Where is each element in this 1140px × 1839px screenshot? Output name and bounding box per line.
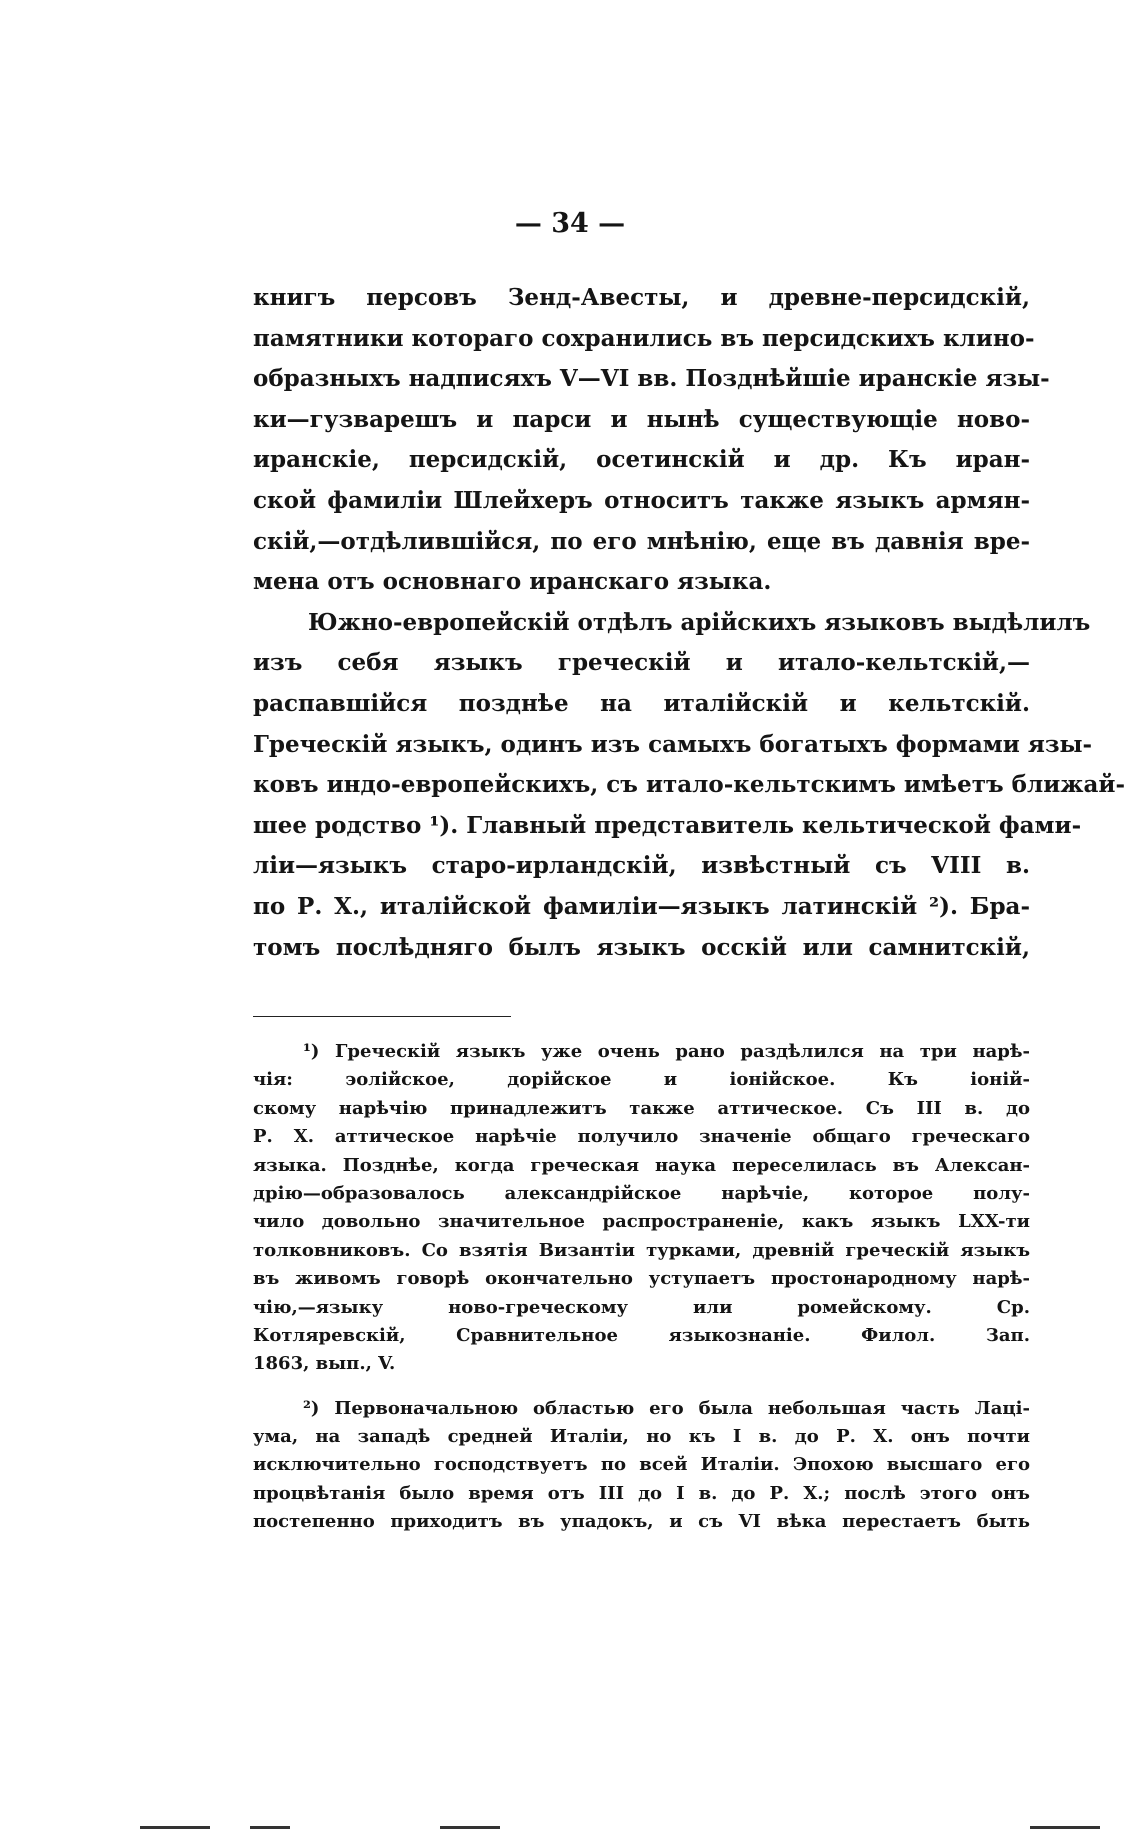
footnote-line: Р. X. аттическое нарѣчіе получило значеніе общаго греческаго: [253, 1126, 1030, 1148]
text-line: ковъ индо-европейскихъ, съ итало-кельтскимъ имѣетъ ближай-: [253, 771, 1125, 799]
text-line: ской фамиліи Шлейхеръ относитъ также языкъ армян-: [253, 486, 1030, 514]
text-line: по Р. X., италійской фамиліи—языкъ латинскій ²). Бра-: [253, 892, 1030, 920]
text-line: ліи—языкъ старо-ирландскій, извѣстный съ VIII в.: [253, 852, 1030, 880]
footnote-line: ума, на западѣ средней Италіи, но къ I в. до Р. X. онъ почти: [253, 1426, 1030, 1448]
text-line: ки—гузварешъ и парси и нынѣ существующіе ново-: [253, 405, 1030, 433]
page-bottom-edge: [140, 1826, 1100, 1831]
footnote-line: толковниковъ. Со взятія Византіи турками, древній греческій языкъ: [253, 1239, 1030, 1261]
footnote-line: процвѣтанія было время отъ III до I в. до Р. X.; послѣ этого онъ: [253, 1482, 1030, 1504]
footnote-line: дрію—образовалось александрійское нарѣчіе, которое полу-: [253, 1182, 1030, 1204]
footnote-line: чію,—языку ново-греческому или ромейскому. Ср.: [253, 1296, 1030, 1318]
text-line: Южно-европейскій отдѣлъ арійскихъ языковъ выдѣлилъ: [308, 608, 1091, 636]
footnote-line: чія: эолійское, дорійское и іонійское. Къ іоній-: [253, 1069, 1030, 1091]
footnote-line: скому нарѣчію принадлежитъ также аттическое. Съ III в. до: [253, 1097, 1030, 1119]
edge-mark: [1030, 1826, 1100, 1829]
footnote-line: чило довольно значительное распространеніе, какъ языкъ LXX-ти: [253, 1211, 1030, 1233]
footnote-line: ²) Первоначальною областью его была небольшая часть Лаці-: [303, 1397, 1030, 1419]
footnote-1: [253, 1038, 1030, 1379]
footnote-line: языка. Позднѣе, когда греческая наука переселилась въ Алексан-: [253, 1154, 1030, 1176]
footnote-2: [253, 1395, 1030, 1537]
text-line: мена отъ основнаго иранскаго языка.: [253, 568, 772, 596]
text-line: образныхъ надписяхъ V—VI вв. Позднѣйшіе иранскіе язы-: [253, 365, 1050, 393]
footnote-divider: [253, 1016, 511, 1017]
text-line: изъ себя языкъ греческій и итало-кельтскій,—: [253, 649, 1030, 677]
text-line: распавшійся позднѣе на италійскій и кельтскій.: [253, 689, 1030, 717]
page-number: — 34 —: [514, 208, 626, 239]
edge-mark: [440, 1826, 500, 1829]
footnote-line: исключительно господствуетъ по всей Италіи. Эпохою высшаго его: [253, 1454, 1030, 1476]
footnote-gap: [253, 1379, 1030, 1395]
footnotes: [253, 1038, 1030, 1537]
text-line: памятники котораго сохранились въ персидскихъ клино-: [253, 324, 1035, 352]
text-line: скій,—отдѣлившійся, по его мнѣнію, еще въ давнія вре-: [253, 527, 1030, 555]
footnote-line: въ живомъ говорѣ окончательно уступаетъ простонародному нарѣ-: [253, 1268, 1030, 1290]
main-text: [253, 278, 1125, 968]
text-line: шее родство ¹). Главный представитель кельтической фами-: [253, 811, 1082, 839]
edge-mark: [140, 1826, 210, 1829]
text-line: иранскіе, персидскій, осетинскій и др. Къ иран-: [253, 446, 1030, 474]
footnote-line: постепенно приходитъ въ упадокъ, и съ VI вѣка перестаетъ быть: [253, 1511, 1030, 1533]
text-line: томъ послѣдняго былъ языкъ осскій или самнитскій,: [253, 933, 1030, 961]
footnote-line: ¹) Греческій языкъ уже очень рано раздѣлился на три нарѣ-: [303, 1041, 1030, 1062]
text-line: книгъ персовъ Зенд-Авесты, и древне-персидскій,: [253, 284, 1030, 311]
footnote-line: 1863, вып., V.: [253, 1353, 396, 1375]
edge-mark: [250, 1826, 290, 1829]
text-line: Греческій языкъ, одинъ изъ самыхъ богатыхъ формами язы-: [253, 730, 1093, 758]
footnote-line: Котляревскій, Сравнительное языкознаніе. Филол. Зап.: [253, 1324, 1030, 1346]
